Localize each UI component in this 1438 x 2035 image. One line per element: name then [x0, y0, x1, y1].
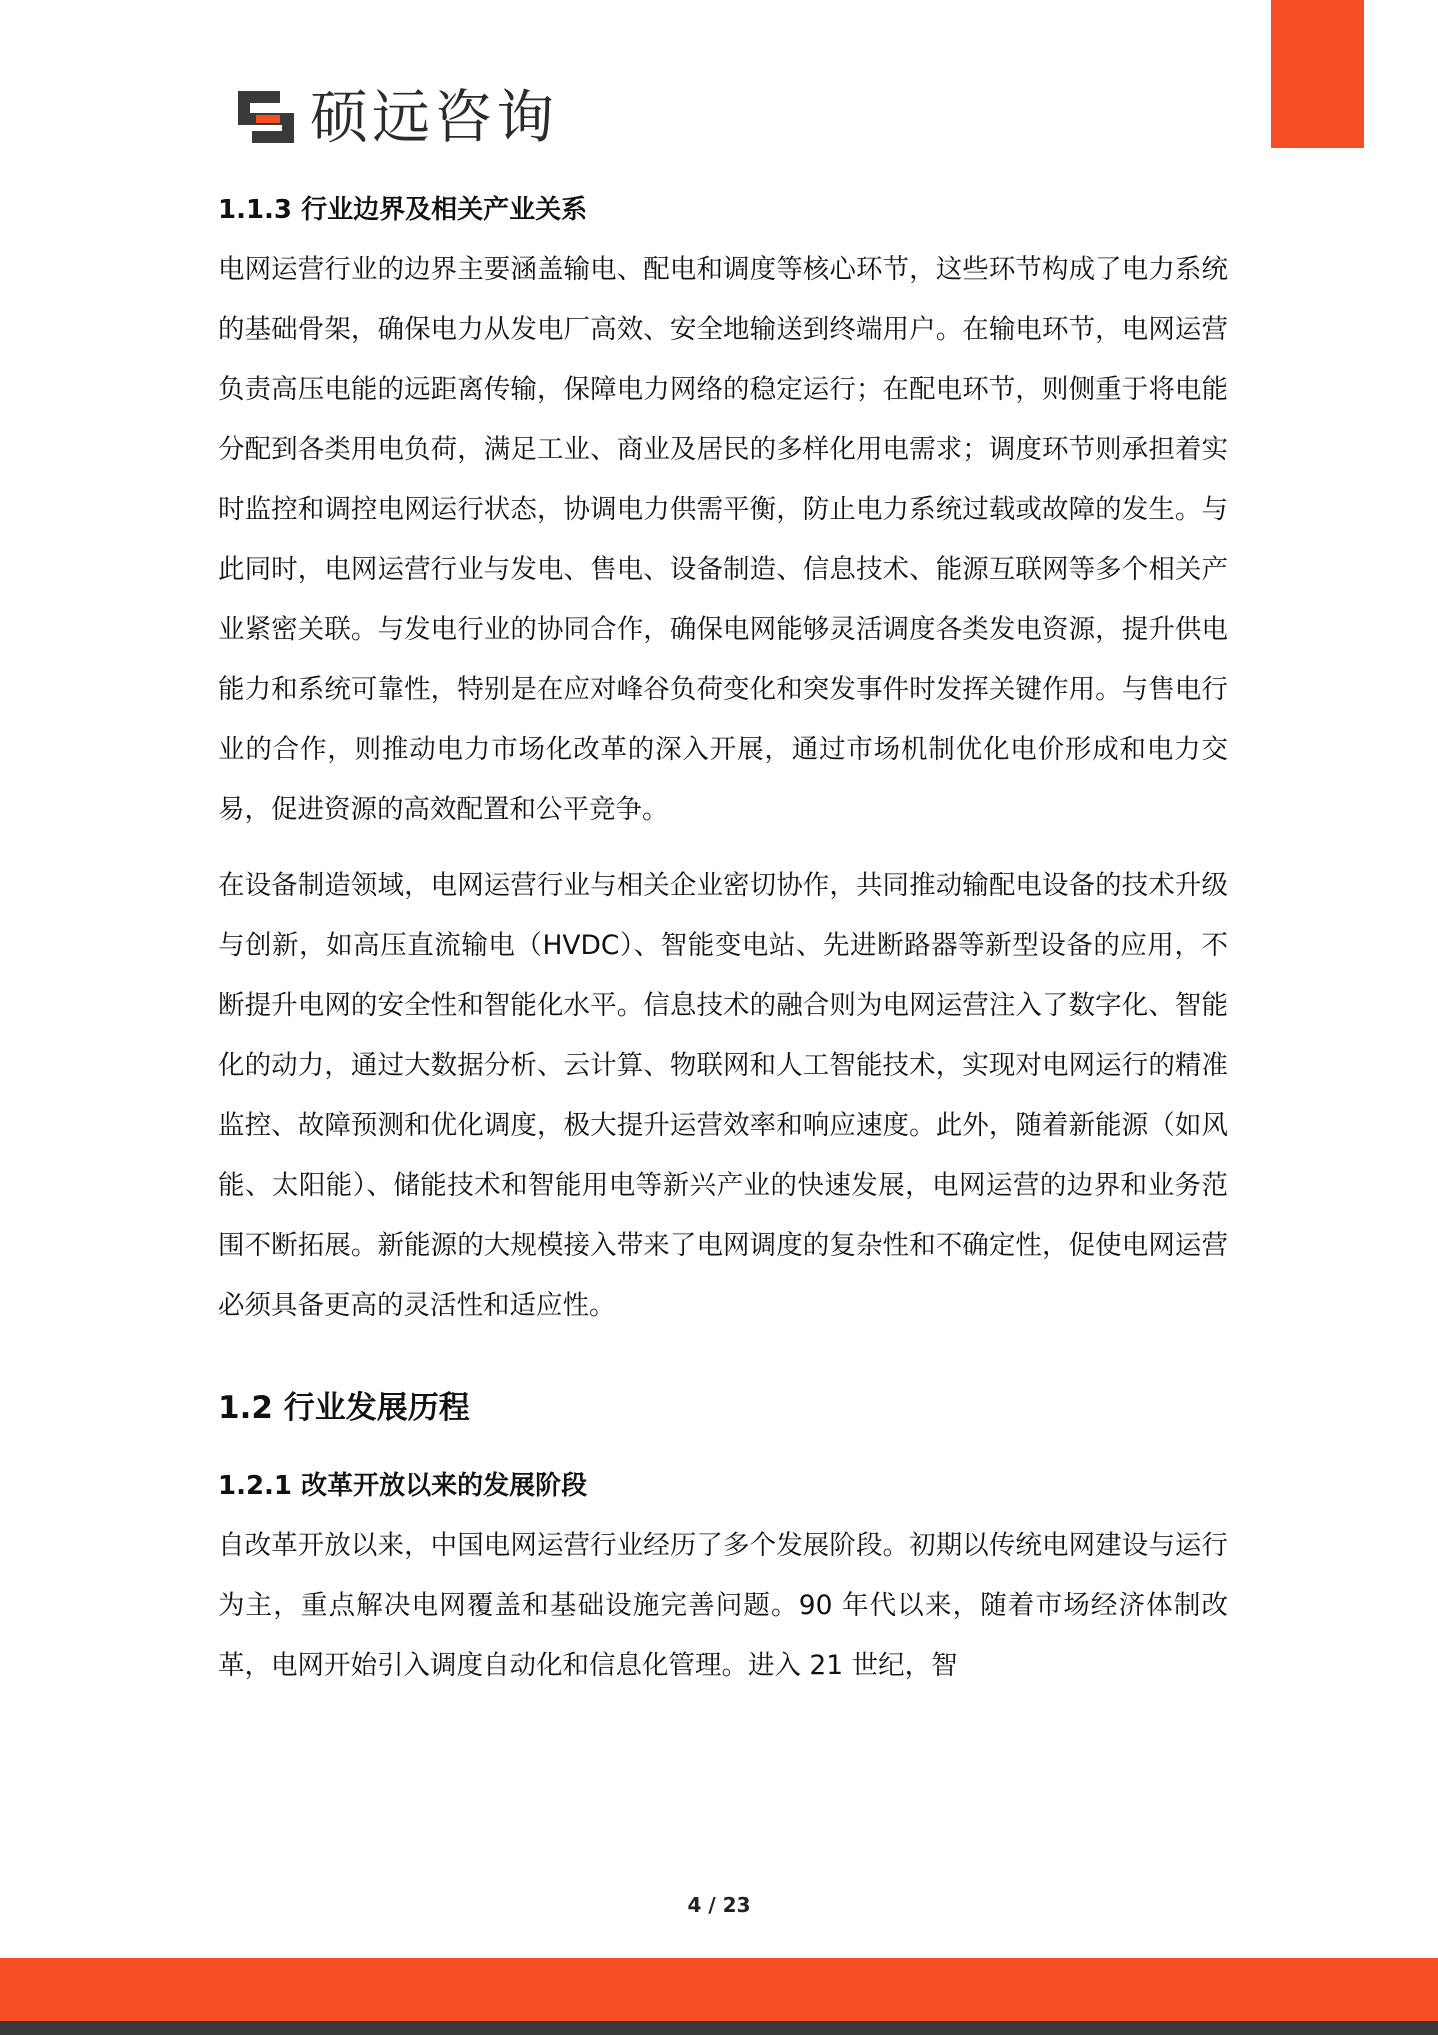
document-body [218, 190, 1228, 1696]
brand-logo [234, 82, 558, 152]
body-paragraph: 自改革开放以来，中国电网运营行业经历了多个发展阶段。初期以传统电网建设与运行为主，重点解决电网覆盖和基础设施完善问题。90 年代以来，随着市场经济体制改革，电网开始引入调度自动化和信息化管理。进入 21 世纪，智 [218, 1530, 1228, 1681]
section-heading-1-2: 1.2 行业发展历程 [218, 1390, 470, 1426]
body-paragraph: 在设备制造领域，电网运营行业与相关企业密切协作，共同推动输配电设备的技术升级与创新，如高压直流输电（HVDC）、智能变电站、先进断路器等新型设备的应用，不断提升电网的安全性和智能化水平。信息技术的融合则为电网运营注入了数字化、智能化的动力，通过大数据分析、云计算、物联网和人工智能技术，实现对电网运行的精准监控、故障预测和优化调度，极大提升运营效率和响应速度。此外，随着新能源（如风能、太阳能）、储能技术和智能用电等新兴产业的快速发展，电网运营的边界和业务范围不断拓展。新能源的大规模接入带来了电网调度的复杂性和不确定性，促使电网运营必须具备更高的灵活性和适应性。 [218, 870, 1228, 1321]
brand-logo-icon [234, 85, 298, 149]
brand-name: 硕远咨询 [310, 83, 559, 151]
footer-dark-line [0, 2021, 1438, 2035]
body-paragraph: 电网运营行业的边界主要涵盖输电、配电和调度等核心环节，这些环节构成了电力系统的基础骨架，确保电力从发电厂高效、安全地输送到终端用户。在输电环节，电网运营负责高压电能的远距离传输，保障电力网络的稳定运行；在配电环节，则侧重于将电能分配到各类用电负荷，满足工业、商业及居民的多样化用电需求；调度环节则承担着实时监控和调控电网运行状态，协调电力供需平衡，防止电力系统过载或故障的发生。与此同时，电网运营行业与发电、售电、设备制造、信息技术、能源互联网等多个相关产业紧密关联。与发电行业的协同合作，确保电网能够灵活调度各类发电资源，提升供电能力和系统可靠性，特别是在应对峰谷负荷变化和突发事件时发挥关键作用。与售电行业的合作，则推动电力市场化改革的深入开展，通过市场机制优化电价形成和电力交易，促进资源的高效配置和公平竞争。 [218, 254, 1228, 825]
section-heading-1-2-1: 1.2.1 改革开放以来的发展阶段 [218, 1471, 588, 1501]
page-number: 4 / 23 [687, 1893, 751, 1917]
section-heading-1-1-3: 1.1.3 行业边界及相关产业关系 [218, 195, 588, 225]
footer-accent-bar [0, 1958, 1438, 2021]
corner-accent-block [1271, 0, 1364, 148]
